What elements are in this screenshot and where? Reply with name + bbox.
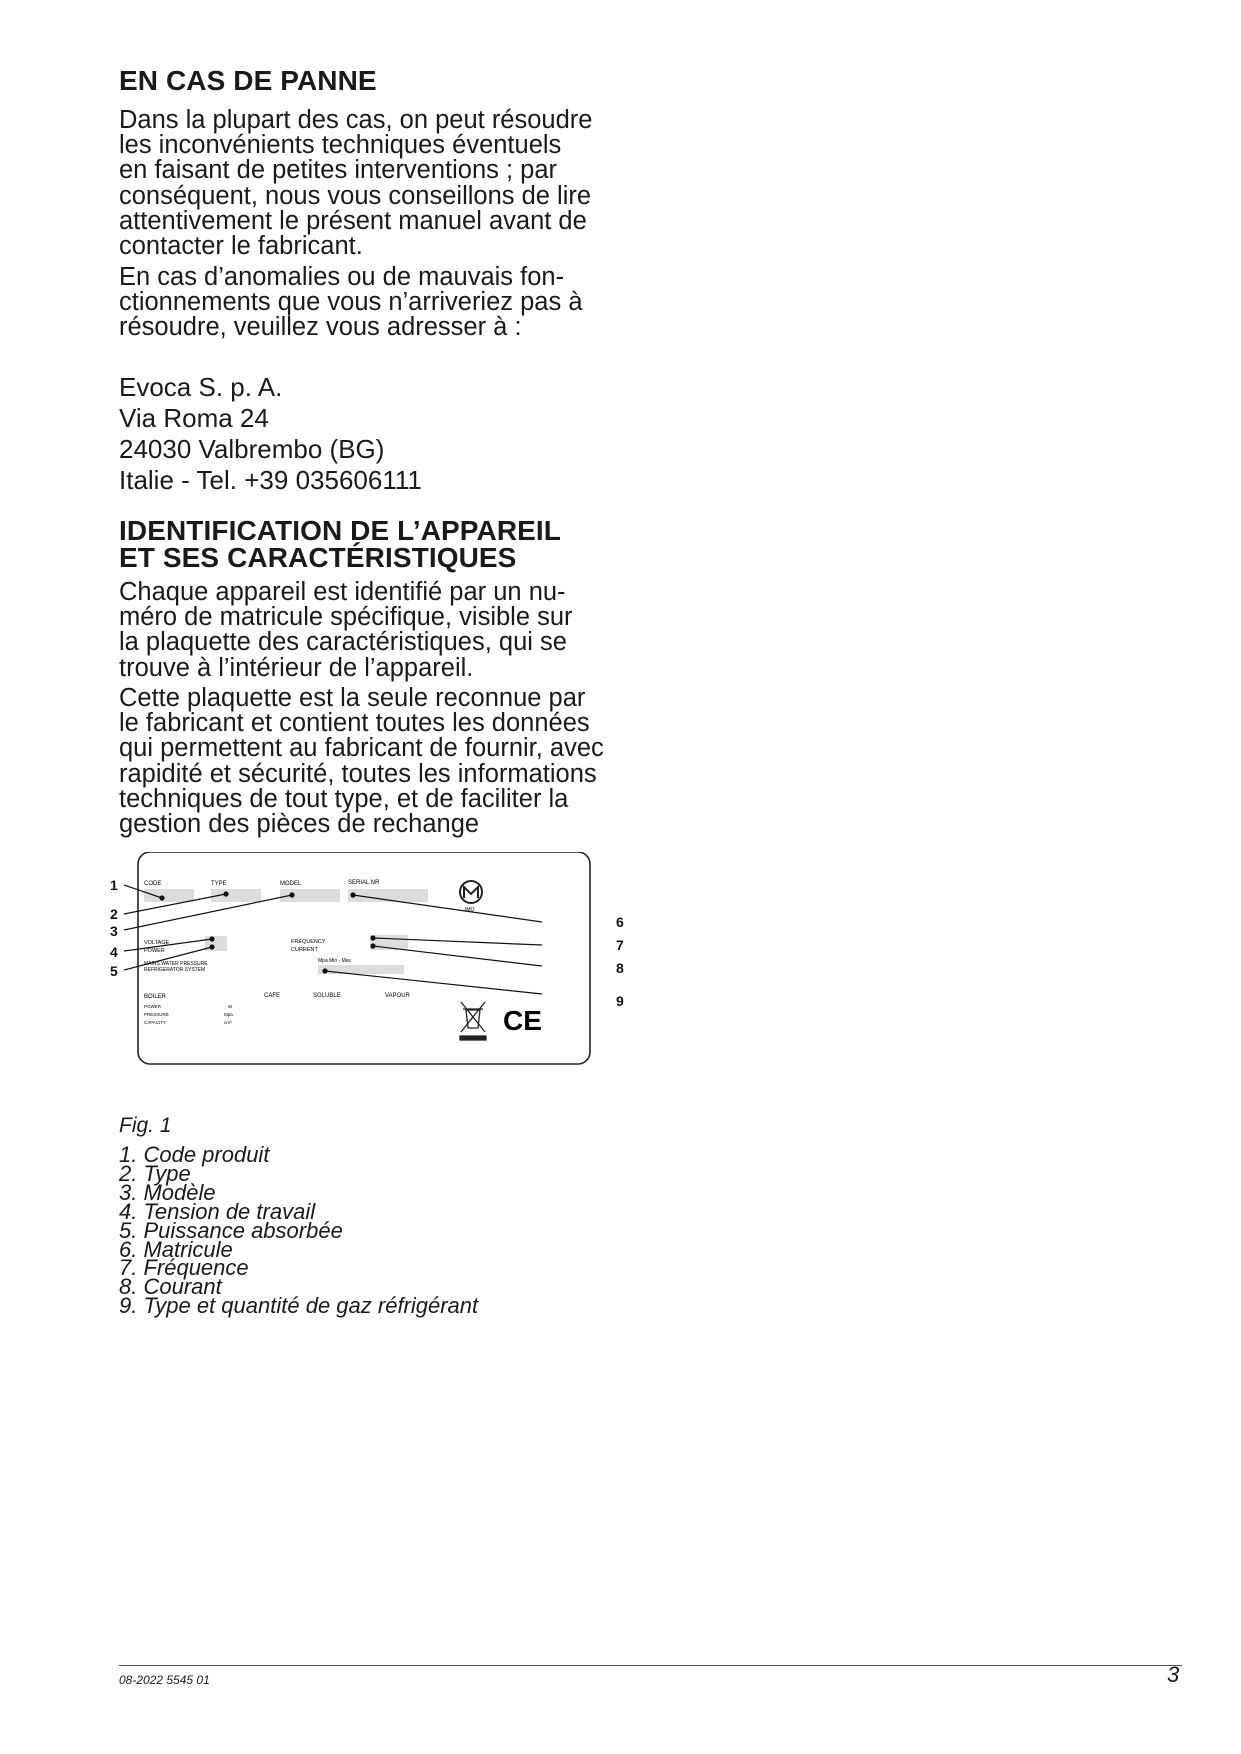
plate-label-frequency: FREQUENCY — [291, 939, 326, 945]
plate-label-soluble: SOLUBLE — [313, 993, 341, 999]
footer-divider — [119, 1665, 1182, 1666]
plate-field-code — [144, 889, 194, 902]
plate-label-mains-water: MAINS WATER PRESSURE — [144, 961, 208, 967]
legend-item: 3. Modèle — [119, 1179, 216, 1205]
callout-2: 2 — [110, 906, 118, 922]
legend-item: 4. Tension de travail — [119, 1198, 316, 1224]
plate-field-refrigerant — [318, 965, 404, 974]
callout-7: 7 — [616, 937, 624, 953]
page-number: 3 — [1167, 1662, 1180, 1687]
plate-label-code: CODE — [144, 881, 162, 887]
svg-text:Mpa: Mpa — [224, 1012, 233, 1017]
heading-identification: IDENTIFICATION DE L’APPAREIL ET SES CARACTÉRISTIQUES — [119, 515, 561, 573]
plate-field-voltage-power — [205, 936, 227, 951]
section-troubleshooting — [119, 67, 639, 94]
plate-label-boiler: BOILER — [144, 994, 167, 1000]
legend-item: 6. Matricule — [119, 1236, 233, 1262]
plate-label-power: POWER — [144, 948, 165, 954]
legend-item: 8. Courant — [119, 1274, 222, 1300]
legend-item: 7. Fréquence — [119, 1255, 249, 1281]
footer-doc-ref: 08-2022 5545 01 — [119, 1673, 210, 1687]
paragraph-identification-1: Chaque appareil est identifié par un nu- méro de matricule spécifique, visible sur la plaquette des caractéristiques, qui se trouve à l’intérieur de l’appareil. — [119, 578, 573, 682]
manufacturer-address: Evoca S. p. A. Via Roma 24 24030 Valbrembo (BG) Italie - Tel. +39 035606111 — [119, 372, 422, 495]
callout-9: 9 — [616, 993, 624, 1009]
plate-label-vapour: VAPOUR — [385, 993, 410, 999]
plate-label-boiler-capacity: CAPACITY — [144, 1020, 167, 1025]
plate-label-serial: SERIAL NR — [348, 880, 380, 886]
plate-label-current: CURRENT — [291, 947, 318, 953]
ce-mark-icon: CE — [503, 1005, 542, 1036]
figure-caption: Fig. 1 — [119, 1114, 172, 1137]
legend-item: 1. Code produit — [119, 1142, 270, 1167]
plate-label-boiler-pressure: PRESSURE — [144, 1012, 169, 1017]
callout-4: 4 — [110, 944, 118, 960]
svg-text:W: W — [228, 1004, 233, 1009]
heading-troubleshooting: EN CAS DE PANNE — [119, 65, 377, 96]
plate-label-boiler-power: POWER — [144, 1004, 162, 1009]
plate-label-type: TYPE — [211, 881, 227, 887]
plate-label-cafe: CAFE — [264, 993, 281, 999]
plate-label-voltage: VOLTAGE — [144, 940, 170, 946]
plate-label-mpa: Mpa Min - Max — [318, 958, 352, 964]
figure-legend — [119, 1142, 479, 1319]
rating-plate-figure — [110, 852, 630, 1082]
paragraph-identification-2: Cette plaquette est la seule reconnue par le fabricant et contient toutes les données qui permettent au fabricant de fournir, avec rapidité et sécurité, toutes les informations techniques de tout type, et de faciliter la gestion des pièces de rechange — [119, 684, 604, 839]
callout-5: 5 — [110, 963, 118, 979]
svg-text:IMQ: IMQ — [465, 907, 475, 913]
callout-6: 6 — [616, 914, 624, 930]
legend-item: 9. Type et quantité de gaz réfrigérant — [119, 1293, 479, 1319]
plate-label-refrigerator: REFRIGERATOR SYSTEM — [144, 967, 206, 973]
legend-item: 2. Type — [119, 1160, 191, 1186]
callout-3: 3 — [110, 923, 118, 939]
callout-8: 8 — [616, 960, 624, 976]
svg-text:cm³: cm³ — [224, 1020, 232, 1025]
paragraph-troubleshooting-2: En cas d’anomalies ou de mauvais fon- ctionnements que vous n’arriveriez pas à résoudre, veuillez vous adresser à : — [119, 263, 583, 342]
legend-item: 5. Puissance absorbée — [119, 1217, 343, 1243]
paragraph-troubleshooting-1: Dans la plupart des cas, on peut résoudre les inconvénients techniques éventuels en faisant de petites interventions ; par conséquent, nous vous conseillons de lire attentivement le présent manuel avant de contacter le fabricant. — [119, 106, 593, 261]
callout-1: 1 — [110, 877, 118, 893]
plate-label-model: MODEL — [280, 881, 302, 887]
